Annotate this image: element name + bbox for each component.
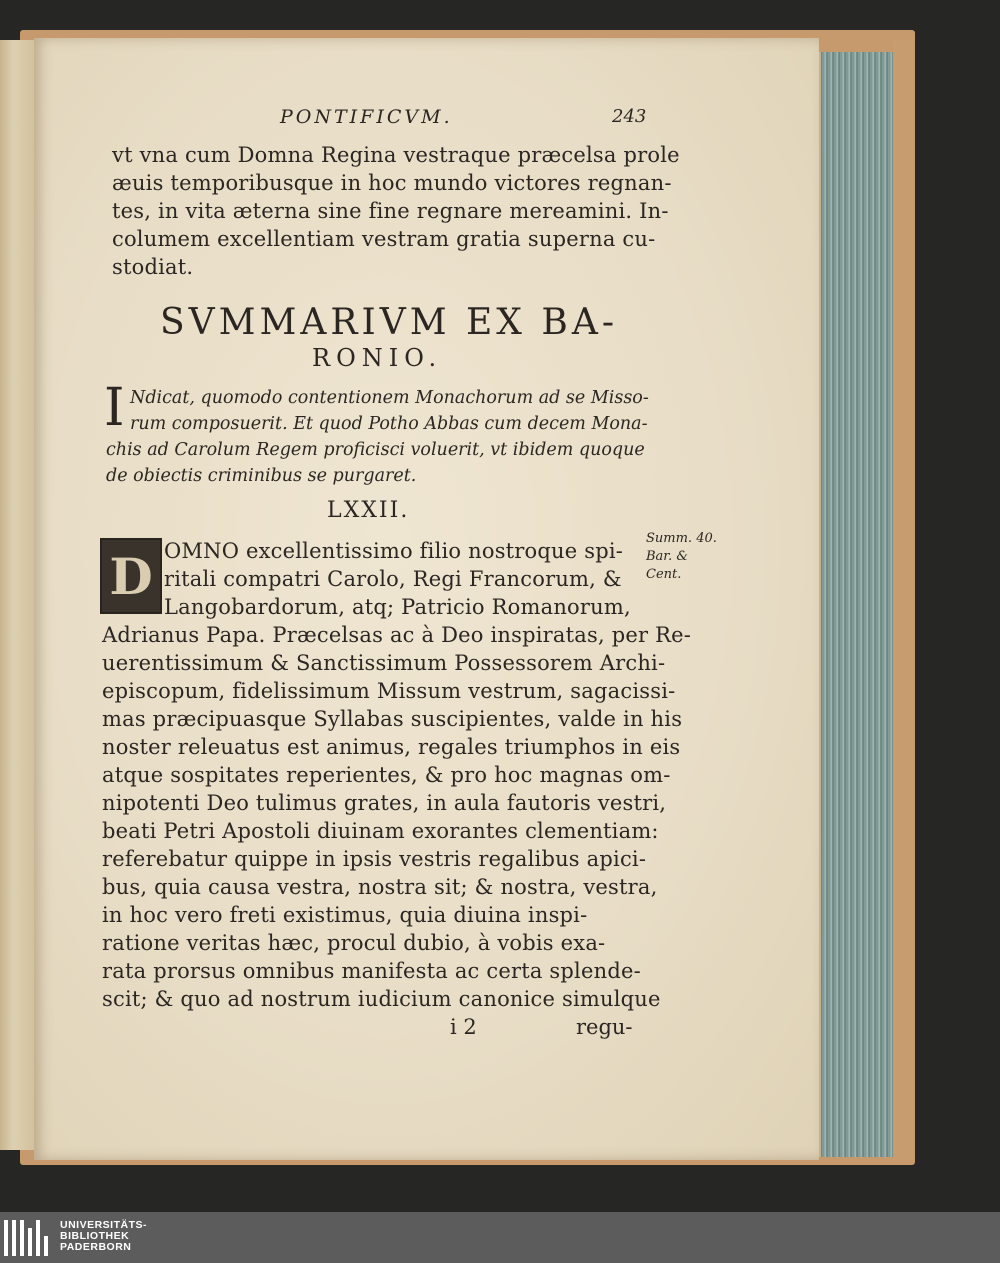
library-name-line: BIBLIOTHEK: [60, 1230, 130, 1242]
body-line: rata prorsus omnibus manifesta ac certa splende-: [102, 959, 641, 983]
left-page-edge: [0, 40, 36, 1150]
body-line: beati Petri Apostoli diuinam exorantes clementiam:: [102, 819, 659, 843]
body-line: bus, quia causa vestra, nostra sit; & nostra, vestra,: [102, 875, 658, 899]
body-line: nipotenti Deo tulimus grates, in aula fautoris vestri,: [102, 791, 667, 815]
margin-note: Summ. 40.: [646, 531, 717, 546]
library-name-line: PADERBORN: [60, 1241, 132, 1253]
body-line: ritali compatri Carolo, Regi Francorum, &: [164, 567, 622, 591]
body-line: mas præcipuasque Syllabas suscipientes, valde in his: [102, 707, 683, 731]
text-line: æuis temporibusque in hoc mundo victores regnan-: [112, 171, 672, 195]
decorated-initial: D: [100, 538, 162, 614]
signature-mark: i 2: [450, 1015, 477, 1039]
body-line: uerentissimum & Sanctissimum Possessorem Archi-: [102, 651, 666, 675]
text-line: columem excellentiam vestram gratia superna cu-: [112, 227, 656, 251]
body-line: referebatur quippe in ipsis vestris regalibus apici-: [102, 847, 647, 871]
text-line: vt vna cum Domna Regina vestraque præcelsa prole: [112, 143, 680, 167]
body-line: scit; & quo ad nostrum iudicium canonice simulque: [102, 987, 661, 1011]
body-line: OMNO excellentissimo filio nostroque spi-: [164, 539, 624, 563]
body-line: ratione veritas hæc, procul dubio, à vobis exa-: [102, 931, 606, 955]
summary-line: rum composuerit. Et quod Potho Abbas cum decem Mona-: [130, 414, 648, 434]
letter-number: LXXII.: [327, 498, 410, 523]
summary-line: chis ad Carolum Regem proficisci voluerit, vt ibidem quoque: [106, 440, 645, 460]
text-line: tes, in vita æterna sine fine regnare mereamini. In-: [112, 199, 669, 223]
summary-line: de obiectis criminibus se purgaret.: [106, 466, 417, 486]
summary-heading-cont: RONIO.: [312, 344, 443, 372]
running-header: PONTIFICVM.: [280, 106, 453, 128]
summary-initial: I: [104, 378, 125, 438]
margin-note: Cent.: [646, 567, 682, 582]
text-line: stodiat.: [112, 255, 194, 279]
body-line: atque sospitates reperientes, & pro hoc magnas om-: [102, 763, 671, 787]
summary-heading: SVMMARIVM EX BA-: [160, 302, 618, 343]
library-logo-icon: [4, 1220, 52, 1256]
page-edges: [819, 52, 895, 1157]
book-cover-edge: [893, 40, 913, 1160]
body-line: noster releuatus est animus, regales triumphos in eis: [102, 735, 681, 759]
body-line: episcopum, fidelissimum Missum vestrum, sagacissi-: [102, 679, 676, 703]
catchword: regu-: [576, 1015, 633, 1039]
margin-note: Bar. &: [646, 549, 688, 564]
body-line: Langobardorum, atq; Patricio Romanorum,: [164, 595, 631, 619]
library-footer: [0, 1212, 1000, 1263]
library-name-line: UNIVERSITÄTS-: [60, 1219, 148, 1231]
body-line: in hoc vero freti existimus, quia diuina inspi-: [102, 903, 588, 927]
summary-line: Ndicat, quomodo contentionem Monachorum ad se Misso-: [130, 388, 649, 408]
body-line: Adrianus Papa. Præcelsas ac à Deo inspiratas, per Re-: [102, 623, 692, 647]
page-number: 243: [612, 106, 647, 127]
